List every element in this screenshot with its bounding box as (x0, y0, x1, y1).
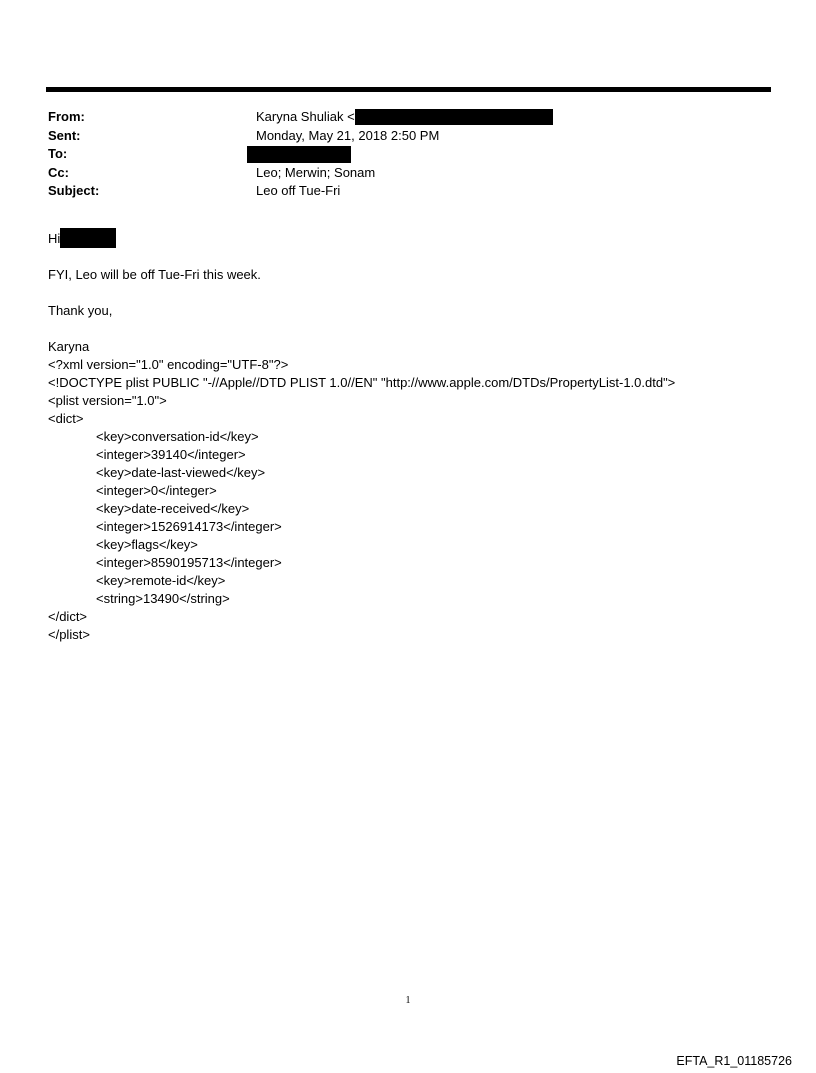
redaction-box (60, 228, 116, 248)
plist-dict-line: <key>remote-id</key> (96, 573, 226, 588)
email-header (48, 108, 748, 201)
plist-line: </plist> (48, 627, 90, 642)
cc-label: Cc: (48, 164, 69, 180)
greeting (48, 230, 788, 248)
page-number: 1 (405, 995, 411, 1006)
greeting-text: Hi (48, 231, 61, 246)
thanks-line: Thank you, (48, 303, 113, 318)
message-line: FYI, Leo will be off Tue-Fri this week. (48, 267, 261, 282)
plist-line: </dict> (48, 609, 88, 624)
plist-line: <!DOCTYPE plist PUBLIC "-//Apple//DTD PLIST 1.0//EN" "http://www.apple.com/DTDs/PropertyList-1.0.dtd"> (48, 375, 676, 390)
plist-dict-line: <key>conversation-id</key> (96, 429, 259, 444)
cc-row (48, 164, 748, 183)
plist-dict-line: <key>date-received</key> (96, 501, 250, 516)
from-label: From: (48, 109, 85, 124)
redaction-box (247, 146, 351, 163)
plist-line: <dict> (48, 411, 84, 426)
plist-dict-line: <integer>39140</integer> (96, 447, 246, 462)
sent-label: Sent: (48, 127, 81, 143)
to-row (48, 145, 748, 164)
subject-label: Subject: (48, 183, 100, 198)
redaction-box (355, 109, 553, 125)
plist-line: <?xml version="1.0" encoding="UTF-8"?> (48, 357, 289, 372)
plist-dict-line: <key>flags</key> (96, 537, 198, 552)
plist-dict-line: <integer>0</integer> (96, 483, 217, 498)
to-label: To: (48, 146, 68, 161)
from-row (48, 108, 748, 127)
email-body (48, 230, 788, 644)
subject-value: Leo off Tue-Fri (256, 183, 341, 198)
subject-row (48, 182, 748, 201)
from-value (256, 108, 553, 127)
header-rule (46, 87, 771, 92)
sent-row (48, 127, 748, 146)
from-email-start: < (347, 109, 355, 124)
plist-dict-line: <integer>8590195713</integer> (96, 555, 282, 570)
plist-dict-line: <string>13490</string> (96, 591, 230, 606)
plist-dict-line: <integer>1526914173</integer> (96, 519, 282, 534)
to-value (247, 145, 351, 164)
plist-dict-line: <key>date-last-viewed</key> (96, 465, 266, 480)
from-name: Karyna Shuliak (256, 109, 344, 124)
plist-line: <plist version="1.0"> (48, 393, 167, 408)
plist-block (48, 356, 788, 644)
signature: Karyna (48, 339, 90, 354)
document-id: EFTA_R1_01185726 (676, 1054, 792, 1068)
sent-value: Monday, May 21, 2018 2:50 PM (256, 127, 440, 143)
cc-value: Leo; Merwin; Sonam (256, 164, 376, 180)
